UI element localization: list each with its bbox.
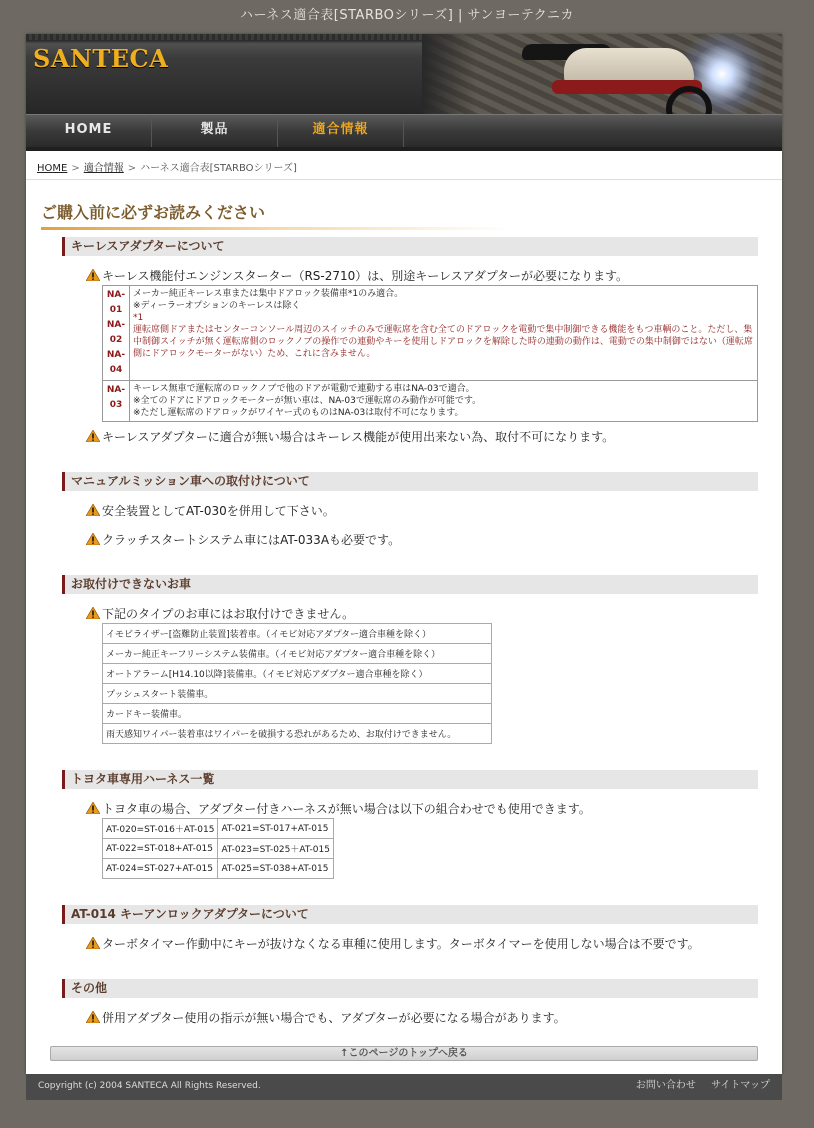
table-cell: 雨天感知ワイパー装着車はワイパーを破損する恐れがあるため、お取付けできません。 (103, 724, 492, 744)
other-note-text: 併用アダプター使用の指示が無い場合でも、アダプターが必要になる場合があります。 (102, 1011, 566, 1025)
na-compatibility-table (102, 285, 758, 422)
section-heading-manual: マニュアルミッション車への取付けについて (62, 472, 758, 491)
table-row (103, 724, 492, 744)
section-heading-at014: AT-014 キーアンロックアダプターについて (62, 905, 758, 924)
breadcrumb: HOME > 適合情報 > ハーネス適合表[STARBOシリーズ] (26, 151, 782, 180)
window-title: ハーネス適合表[STARBOシリーズ] | サンヨーテクニカ (239, 8, 575, 23)
table-row (103, 859, 334, 879)
na-desc-line: *1 (133, 313, 144, 323)
contact-link[interactable]: お問い合わせ (635, 1080, 696, 1091)
table-row (103, 381, 758, 422)
breadcrumb-home-link[interactable]: HOME (37, 163, 68, 174)
back-to-top-button[interactable]: ↑このページのトップへ戻る (50, 1046, 758, 1061)
warning-icon (86, 607, 100, 619)
table-cell: メーカー純正キーフリーシステム装備車。（イモビ対応アダプター適合車種を除く） (103, 644, 492, 664)
na-desc-line: ※ディーラーオプションのキーレスは除く (133, 301, 301, 311)
page-frame (26, 34, 782, 1074)
table-cell: カードキー装備車。 (103, 704, 492, 724)
warning-icon (86, 937, 100, 949)
table-cell: AT-020=ST-016＋AT-015 (103, 819, 218, 839)
na-desc-line: ※全てのドアにドアロックモーターが無い車は、NA-03で運転席のみ動作が可能です。 (133, 396, 482, 406)
site-footer (26, 1074, 782, 1100)
at014-note-text: ターボタイマー作動中にキーが抜けなくなる車種に使用します。ターボタイマーを使用しない場合は不要です。 (102, 937, 700, 951)
at014-note (86, 936, 700, 952)
nav-item-products[interactable]: 製品 (152, 115, 278, 147)
toyota-note-text: トヨタ車の場合、アダプター付きハーネスが無い場合は以下の組合わせでも使用できます。 (102, 802, 591, 816)
manual-note-2-text: クラッチスタートシステム車にはAT-033Aも必要です。 (102, 533, 401, 547)
section-heading-keyless: キーレスアダプターについて (62, 237, 758, 256)
copyright-text: Copyright (c) 2004 SANTECA All Rights Reserved. (38, 1081, 261, 1091)
section-heading-unsupported: お取付けできないお車 (62, 575, 758, 594)
toyota-note (86, 801, 591, 817)
manual-note-1 (86, 503, 335, 519)
table-row (103, 819, 334, 839)
table-row (103, 664, 492, 684)
other-note (86, 1010, 566, 1026)
keyless-note-2 (86, 429, 614, 445)
table-cell: オートアラーム[H14.10以降]装備車。（イモビ対応アダプター適合車種を除く） (103, 664, 492, 684)
breadcrumb-current: ハーネス適合表[STARBOシリーズ] (140, 163, 297, 174)
table-cell: イモビライザー[盗難防止装置]装着車。（イモビ対応アダプター適合車種を除く） (103, 624, 492, 644)
keyless-note-1-text: キーレス機能付エンジンスターター（RS-2710）は、別途キーレスアダプターが必要になります。 (102, 269, 629, 283)
na-desc-line: キーレス無車で運転席のロックノブで他のドアが電動で連動する車はNA-03で適合。 (133, 384, 475, 394)
nav-item-home[interactable]: HOME (26, 115, 152, 147)
sitemap-link[interactable]: サイトマップ (711, 1080, 770, 1091)
na-desc-line: 運転席側ドアまたはセンターコンソール周辺のスイッチのみで運転席を含む全てのドアロックを電動で集中制御できる機能をもつ車輌のこと。ただし、集中制御スイッチが無く運転席側のロックノブの操作での連動やキーを使用しドアロックを解除した時の連動の動作は、電動での集中制御ではない（運転席側にドアロックモーターがない）ため、これに含みません。 (133, 325, 753, 359)
nav-item-compatibility[interactable]: 適合情報 (278, 115, 404, 147)
warning-icon (86, 802, 100, 814)
na-desc-cell (130, 381, 758, 422)
table-row (103, 286, 758, 381)
toyota-harness-table (102, 818, 334, 879)
page-heading: ご購入前に必ずお読みください (41, 203, 266, 222)
site-header (26, 34, 782, 114)
warning-icon (86, 533, 100, 545)
keyless-note-1 (86, 268, 628, 284)
table-row (103, 704, 492, 724)
table-row (103, 839, 334, 859)
table-row (103, 624, 492, 644)
main-nav (26, 114, 782, 147)
table-cell: プッシュスタート装備車。 (103, 684, 492, 704)
table-row (103, 644, 492, 664)
manual-note-2 (86, 532, 400, 548)
na-code-cell: NA-01 NA-02 NA-04 (103, 286, 130, 381)
warning-icon (86, 269, 100, 281)
section-heading-toyota: トヨタ車専用ハーネス一覧 (62, 770, 758, 789)
table-cell: AT-024=ST-027+AT-015 (103, 859, 218, 879)
table-row (103, 684, 492, 704)
unsupported-table (102, 623, 492, 744)
table-cell: AT-025=ST-038+AT-015 (218, 859, 333, 879)
unsupported-note (86, 606, 354, 622)
na-desc-line: メーカー純正キーレス車または集中ドアロック装備車*1のみ適合。 (133, 289, 404, 299)
warning-icon (86, 430, 100, 442)
manual-note-1-text: 安全装置としてAT-030を併用して下さい。 (102, 504, 335, 518)
table-cell: AT-023=ST-025＋AT-015 (218, 839, 333, 859)
na-desc-line: ※ただし運転席のドアロックがワイヤー式のものはNA-03は取付不可になります。 (133, 408, 464, 418)
warning-icon (86, 1011, 100, 1023)
breadcrumb-section-link[interactable]: 適合情報 (83, 163, 124, 174)
warning-icon (86, 504, 100, 516)
unsupported-note-text: 下記のタイプのお車にはお取付けできません。 (102, 607, 355, 621)
na-desc-cell (130, 286, 758, 381)
section-heading-other: その他 (62, 979, 758, 998)
keyless-note-2-text: キーレスアダプターに適合が無い場合はキーレス機能が使用出来ない為、取付不可になります。 (102, 430, 615, 444)
table-cell: AT-022=ST-018+AT-015 (103, 839, 218, 859)
table-cell: AT-021=ST-017+AT-015 (218, 819, 333, 839)
header-photo (422, 34, 782, 114)
footer-links (624, 1074, 770, 1098)
na-code-cell: NA-03 (103, 381, 130, 422)
site-logo[interactable]: SANTECA (33, 44, 169, 73)
